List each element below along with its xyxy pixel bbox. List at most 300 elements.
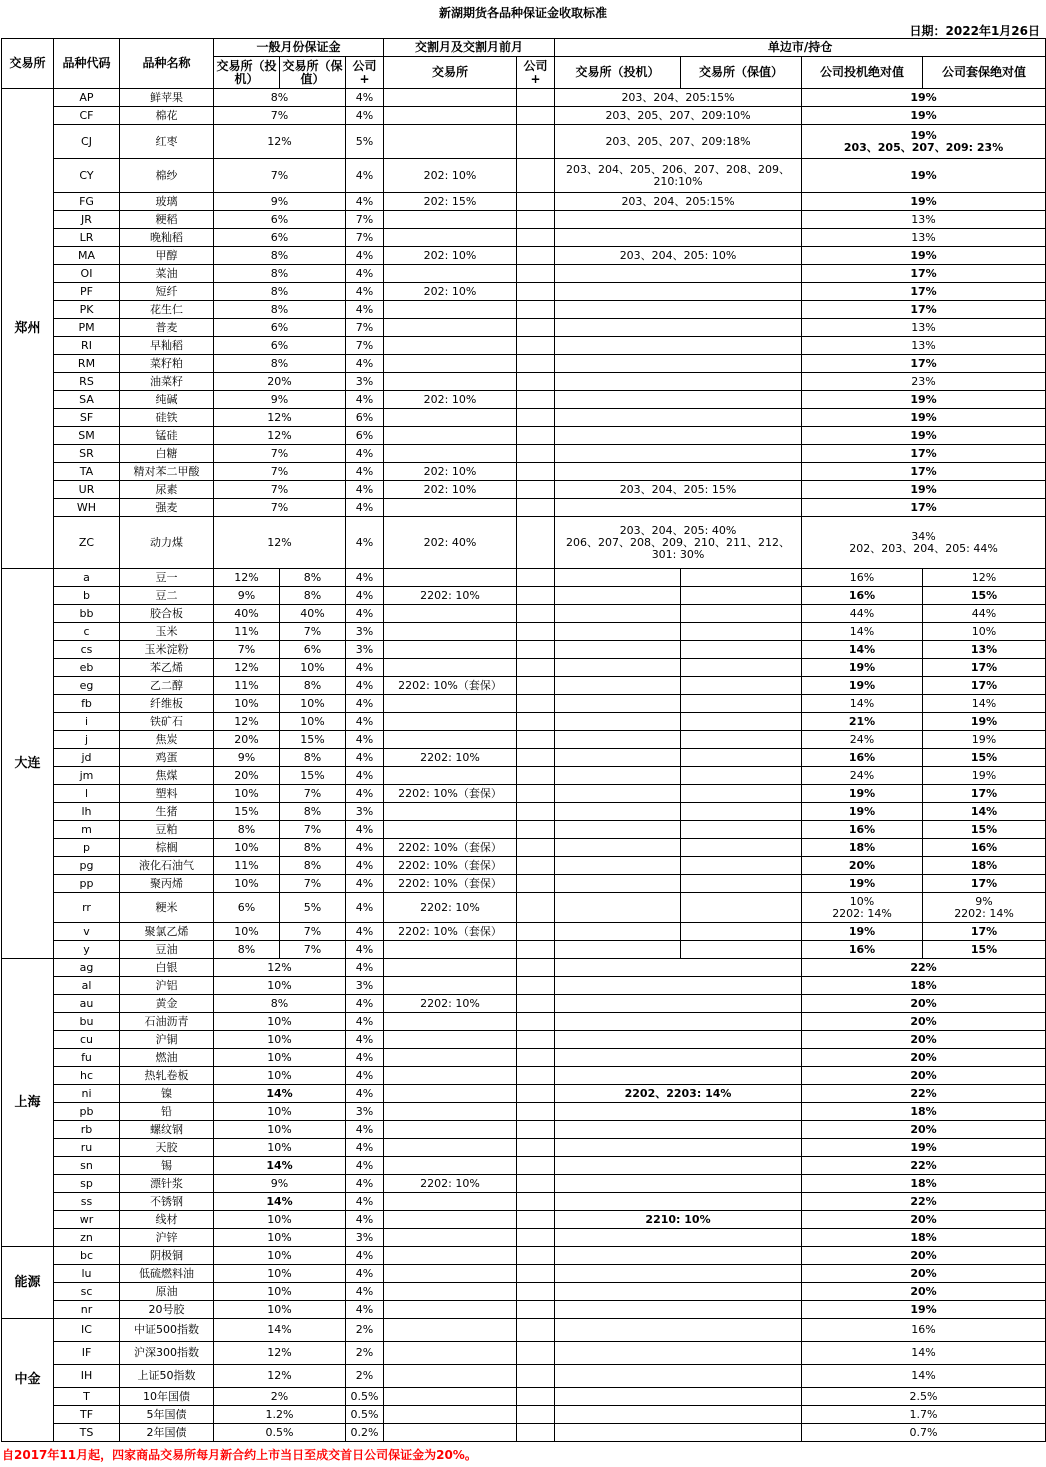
name-cell: 甲醇 [120,247,214,265]
table-row [2,1283,1046,1301]
code-cell: m [54,821,120,839]
unilateral-hedge-cell [681,605,802,623]
unilateral-exchange-cell [555,977,802,995]
code-cell: IF [54,1342,120,1365]
table-row [2,1157,1046,1175]
delivery-company-cell [517,1424,555,1442]
table-row [2,605,1046,623]
unilateral-spec-cell [555,659,681,677]
unilateral-exchange-cell [555,1247,802,1265]
name-cell: 早籼稻 [120,337,214,355]
company-plus-cell: 4% [346,481,384,499]
code-cell: sn [54,1157,120,1175]
delivery-company-cell [517,1247,555,1265]
table-row [2,355,1046,373]
company-plus-cell: 4% [346,1067,384,1085]
delivery-company-cell [517,1193,555,1211]
unilateral-hedge-cell [681,785,802,803]
delivery-exchange-cell: 2202: 10%（套保） [384,677,517,695]
unilateral-exchange-cell [555,1013,802,1031]
general-spec-cell: 12% [214,713,280,731]
delivery-exchange-cell: 2202: 10% [384,749,517,767]
company-plus-cell: 4% [346,821,384,839]
code-cell: j [54,731,120,749]
code-cell: WH [54,499,120,517]
delivery-exchange-cell [384,605,517,623]
company-plus-cell: 2% [346,1342,384,1365]
general-margin-cell: 12% [214,959,346,977]
general-spec-cell: 9% [214,587,280,605]
general-margin-cell: 12% [214,125,346,159]
general-margin-cell: 7% [214,499,346,517]
delivery-exchange-cell [384,1319,517,1342]
company-plus-cell: 4% [346,587,384,605]
company-abs-cell: 34% 202、203、204、205: 44% [802,517,1046,569]
delivery-exchange-cell [384,767,517,785]
delivery-exchange-cell [384,1211,517,1229]
general-margin-cell: 10% [214,1211,346,1229]
delivery-company-cell [517,229,555,247]
company-abs-cell: 13% [802,211,1046,229]
delivery-company-cell [517,959,555,977]
code-cell: RI [54,337,120,355]
header-company-spec-abs: 公司投机绝对值 [802,57,923,89]
delivery-exchange-cell: 202: 10% [384,463,517,481]
company-abs-cell: 20% [802,1283,1046,1301]
company-spec-abs-cell: 19% [802,677,923,695]
name-cell: 沪锌 [120,1229,214,1247]
delivery-company-cell [517,803,555,821]
table-row [2,1424,1046,1442]
company-plus-cell: 3% [346,1103,384,1121]
general-margin-cell: 12% [214,517,346,569]
general-margin-cell: 9% [214,193,346,211]
company-hedge-abs-cell: 16% [923,839,1046,857]
table-row [2,409,1046,427]
delivery-company-cell [517,355,555,373]
delivery-company-cell [517,587,555,605]
general-spec-cell: 9% [214,749,280,767]
company-plus-cell: 7% [346,319,384,337]
general-margin-cell: 7% [214,481,346,499]
table-row [2,481,1046,499]
code-cell: ZC [54,517,120,569]
unilateral-exchange-cell: 203、204、205: 15% [555,481,802,499]
company-abs-cell: 19% [802,89,1046,107]
name-cell: 菜油 [120,265,214,283]
general-margin-cell: 2% [214,1388,346,1406]
company-plus-cell: 4% [346,247,384,265]
unilateral-hedge-cell [681,641,802,659]
company-spec-abs-cell: 19% [802,875,923,893]
name-cell: 漂针浆 [120,1175,214,1193]
name-cell: 白糖 [120,445,214,463]
delivery-exchange-cell: 2202: 10% [384,995,517,1013]
company-hedge-abs-cell: 15% [923,941,1046,959]
code-cell: AP [54,89,120,107]
delivery-company-cell [517,1067,555,1085]
code-cell: IC [54,1319,120,1342]
company-hedge-abs-cell: 17% [923,875,1046,893]
company-spec-abs-cell: 16% [802,587,923,605]
general-spec-cell: 10% [214,923,280,941]
code-cell: sc [54,1283,120,1301]
code-cell: au [54,995,120,1013]
table-row [2,1067,1046,1085]
company-spec-abs-cell: 16% [802,749,923,767]
name-cell: 生猪 [120,803,214,821]
code-cell: rb [54,1121,120,1139]
table-row [2,229,1046,247]
delivery-company-cell [517,1319,555,1342]
company-spec-abs-cell: 18% [802,839,923,857]
company-abs-cell: 19% [802,247,1046,265]
general-hedge-cell: 7% [280,941,346,959]
code-cell: hc [54,1067,120,1085]
company-abs-cell: 2.5% [802,1388,1046,1406]
company-plus-cell: 4% [346,1085,384,1103]
table-row [2,1365,1046,1388]
delivery-exchange-cell: 202: 10% [384,283,517,301]
table-row [2,713,1046,731]
unilateral-exchange-cell: 203、205、207、209:18% [555,125,802,159]
table-row [2,569,1046,587]
general-margin-cell: 10% [214,1139,346,1157]
company-abs-cell: 20% [802,995,1046,1013]
delivery-exchange-cell [384,1085,517,1103]
delivery-exchange-cell: 202: 10% [384,391,517,409]
delivery-exchange-cell [384,319,517,337]
unilateral-exchange-cell: 2210: 10% [555,1211,802,1229]
table-row [2,211,1046,229]
code-cell: p [54,839,120,857]
company-plus-cell: 4% [346,749,384,767]
general-margin-cell: 9% [214,1175,346,1193]
name-cell: 沪深300指数 [120,1342,214,1365]
name-cell: 棉花 [120,107,214,125]
company-hedge-abs-cell: 14% [923,803,1046,821]
general-margin-cell: 8% [214,355,346,373]
code-cell: PM [54,319,120,337]
general-margin-cell: 6% [214,319,346,337]
delivery-exchange-cell [384,1157,517,1175]
delivery-company-cell [517,623,555,641]
company-plus-cell: 4% [346,265,384,283]
unilateral-hedge-cell [681,767,802,785]
name-cell: 沪铝 [120,977,214,995]
company-plus-cell: 4% [346,1265,384,1283]
code-cell: TF [54,1406,120,1424]
name-cell: 锡 [120,1157,214,1175]
unilateral-exchange-cell [555,427,802,445]
delivery-exchange-cell [384,211,517,229]
delivery-company-cell [517,893,555,923]
company-hedge-abs-cell: 19% [923,713,1046,731]
table-row [2,785,1046,803]
table-row [2,1085,1046,1103]
general-hedge-cell: 10% [280,659,346,677]
company-hedge-abs-cell: 9% 2202: 14% [923,893,1046,923]
unilateral-spec-cell [555,641,681,659]
company-plus-cell: 4% [346,695,384,713]
delivery-company-cell [517,1121,555,1139]
delivery-company-cell [517,301,555,319]
general-hedge-cell: 5% [280,893,346,923]
unilateral-spec-cell [555,713,681,731]
table-row [2,677,1046,695]
delivery-exchange-cell [384,1193,517,1211]
delivery-company-cell [517,1175,555,1193]
header-exchange: 交易所 [2,39,54,89]
table-row [2,803,1046,821]
name-cell: 铅 [120,1103,214,1121]
unilateral-exchange-cell: 203、204、205: 10% [555,247,802,265]
unilateral-spec-cell [555,941,681,959]
delivery-exchange-cell: 2202: 10% [384,1175,517,1193]
delivery-company-cell [517,125,555,159]
unilateral-exchange-cell [555,1067,802,1085]
delivery-company-cell [517,1406,555,1424]
delivery-company-cell [517,713,555,731]
code-cell: eg [54,677,120,695]
general-margin-cell: 10% [214,1067,346,1085]
delivery-exchange-cell [384,125,517,159]
company-spec-abs-cell: 24% [802,731,923,749]
delivery-company-cell [517,283,555,301]
delivery-company-cell [517,193,555,211]
table-row [2,587,1046,605]
code-cell: OI [54,265,120,283]
unilateral-exchange-cell [555,1157,802,1175]
company-plus-cell: 3% [346,1229,384,1247]
company-abs-cell: 14% [802,1342,1046,1365]
company-abs-cell: 18% [802,977,1046,995]
company-plus-cell: 3% [346,623,384,641]
name-cell: 胶合板 [120,605,214,623]
name-cell: 油菜籽 [120,373,214,391]
table-row [2,159,1046,193]
company-abs-cell: 22% [802,1193,1046,1211]
table-row [2,923,1046,941]
company-hedge-abs-cell: 19% [923,767,1046,785]
company-abs-cell: 19% [802,1139,1046,1157]
name-cell: 尿素 [120,481,214,499]
delivery-company-cell [517,427,555,445]
delivery-company-cell [517,499,555,517]
general-spec-cell: 10% [214,875,280,893]
company-abs-cell: 1.7% [802,1406,1046,1424]
code-cell: jd [54,749,120,767]
table-row [2,337,1046,355]
company-spec-abs-cell: 16% [802,821,923,839]
table-row [2,445,1046,463]
code-cell: rr [54,893,120,923]
delivery-company-cell [517,977,555,995]
table-row [2,1103,1046,1121]
code-cell: lh [54,803,120,821]
company-plus-cell: 4% [346,193,384,211]
unilateral-exchange-cell [555,1319,802,1342]
name-cell: 精对苯二甲酸 [120,463,214,481]
unilateral-spec-cell [555,839,681,857]
code-cell: ss [54,1193,120,1211]
code-cell: LR [54,229,120,247]
unilateral-exchange-cell [555,373,802,391]
unilateral-exchange-cell [555,959,802,977]
delivery-company-cell [517,731,555,749]
table-row [2,107,1046,125]
company-plus-cell: 0.5% [346,1406,384,1424]
header-delivery-exchange: 交易所 [384,57,517,89]
company-hedge-abs-cell: 19% [923,731,1046,749]
name-cell: 豆油 [120,941,214,959]
delivery-exchange-cell [384,427,517,445]
delivery-company-cell [517,641,555,659]
delivery-company-cell [517,839,555,857]
company-hedge-abs-cell: 15% [923,749,1046,767]
unilateral-exchange-cell [555,1388,802,1406]
name-cell: 聚丙烯 [120,875,214,893]
margin-table [1,38,1046,1442]
delivery-company-cell [517,1157,555,1175]
unilateral-spec-cell [555,821,681,839]
delivery-exchange-cell [384,1365,517,1388]
general-margin-cell: 10% [214,1121,346,1139]
unilateral-exchange-cell [555,1049,802,1067]
delivery-company-cell [517,463,555,481]
company-plus-cell: 4% [346,1283,384,1301]
exchange-cell: 上海 [2,959,54,1247]
delivery-exchange-cell [384,337,517,355]
general-margin-cell: 7% [214,445,346,463]
company-plus-cell: 4% [346,569,384,587]
general-margin-cell: 10% [214,1301,346,1319]
delivery-exchange-cell: 2202: 10%（套保） [384,923,517,941]
table-row [2,193,1046,211]
code-cell: MA [54,247,120,265]
delivery-exchange-cell [384,1067,517,1085]
table-row [2,1175,1046,1193]
table-row [2,767,1046,785]
delivery-exchange-cell [384,1103,517,1121]
company-abs-cell: 20% [802,1013,1046,1031]
general-margin-cell: 8% [214,283,346,301]
unilateral-exchange-cell [555,1301,802,1319]
code-cell: i [54,713,120,731]
company-abs-cell: 18% [802,1175,1046,1193]
table-row [2,1013,1046,1031]
company-plus-cell: 4% [346,517,384,569]
delivery-exchange-cell [384,731,517,749]
name-cell: 玻璃 [120,193,214,211]
unilateral-exchange-cell [555,995,802,1013]
unilateral-hedge-cell [681,941,802,959]
name-cell: 镍 [120,1085,214,1103]
name-cell: 乙二醇 [120,677,214,695]
unilateral-hedge-cell [681,695,802,713]
company-plus-cell: 2% [346,1319,384,1342]
delivery-exchange-cell [384,107,517,125]
delivery-exchange-cell: 202: 10% [384,159,517,193]
delivery-company-cell [517,1365,555,1388]
delivery-company-cell [517,337,555,355]
company-plus-cell: 2% [346,1365,384,1388]
general-spec-cell: 20% [214,767,280,785]
delivery-exchange-cell [384,977,517,995]
company-hedge-abs-cell: 17% [923,785,1046,803]
general-margin-cell: 10% [214,1013,346,1031]
code-cell: b [54,587,120,605]
unilateral-spec-cell [555,803,681,821]
code-cell: pg [54,857,120,875]
delivery-company-cell [517,409,555,427]
code-cell: fb [54,695,120,713]
name-cell: 豆一 [120,569,214,587]
code-cell: FG [54,193,120,211]
code-cell: T [54,1388,120,1406]
company-abs-cell: 19% [802,409,1046,427]
delivery-company-cell [517,1103,555,1121]
exchange-cell: 中金 [2,1319,54,1442]
company-plus-cell: 4% [346,995,384,1013]
header-code: 品种代码 [54,39,120,89]
delivery-exchange-cell: 202: 10% [384,247,517,265]
company-abs-cell: 18% [802,1103,1046,1121]
company-abs-cell: 17% [802,463,1046,481]
code-cell: IH [54,1365,120,1388]
company-plus-cell: 4% [346,839,384,857]
name-cell: 粳稻 [120,211,214,229]
company-abs-cell: 22% [802,1157,1046,1175]
delivery-exchange-cell [384,1139,517,1157]
name-cell: 玉米淀粉 [120,641,214,659]
table-row [2,463,1046,481]
company-plus-cell: 4% [346,731,384,749]
company-plus-cell: 4% [346,107,384,125]
code-cell: SM [54,427,120,445]
company-abs-cell: 14% [802,1365,1046,1388]
code-cell: RM [54,355,120,373]
table-row [2,893,1046,923]
table-row [2,1265,1046,1283]
company-hedge-abs-cell: 15% [923,587,1046,605]
company-abs-cell: 20% [802,1049,1046,1067]
company-abs-cell: 17% [802,265,1046,283]
code-cell: TA [54,463,120,481]
general-hedge-cell: 7% [280,875,346,893]
unilateral-hedge-cell [681,839,802,857]
name-cell: 棕榈 [120,839,214,857]
delivery-exchange-cell: 2202: 10%（套保） [384,875,517,893]
unilateral-exchange-cell [555,445,802,463]
unilateral-exchange-cell [555,337,802,355]
exchange-cell: 大连 [2,569,54,959]
name-cell: 聚氯乙烯 [120,923,214,941]
code-cell: a [54,569,120,587]
company-plus-cell: 4% [346,159,384,193]
table-row [2,641,1046,659]
company-plus-cell: 4% [346,391,384,409]
unilateral-hedge-cell [681,587,802,605]
delivery-company-cell [517,391,555,409]
delivery-exchange-cell [384,1283,517,1301]
unilateral-exchange-cell [555,1031,802,1049]
table-row [2,1342,1046,1365]
code-cell: cs [54,641,120,659]
company-spec-abs-cell: 14% [802,695,923,713]
general-margin-cell: 8% [214,301,346,319]
company-plus-cell: 4% [346,893,384,923]
